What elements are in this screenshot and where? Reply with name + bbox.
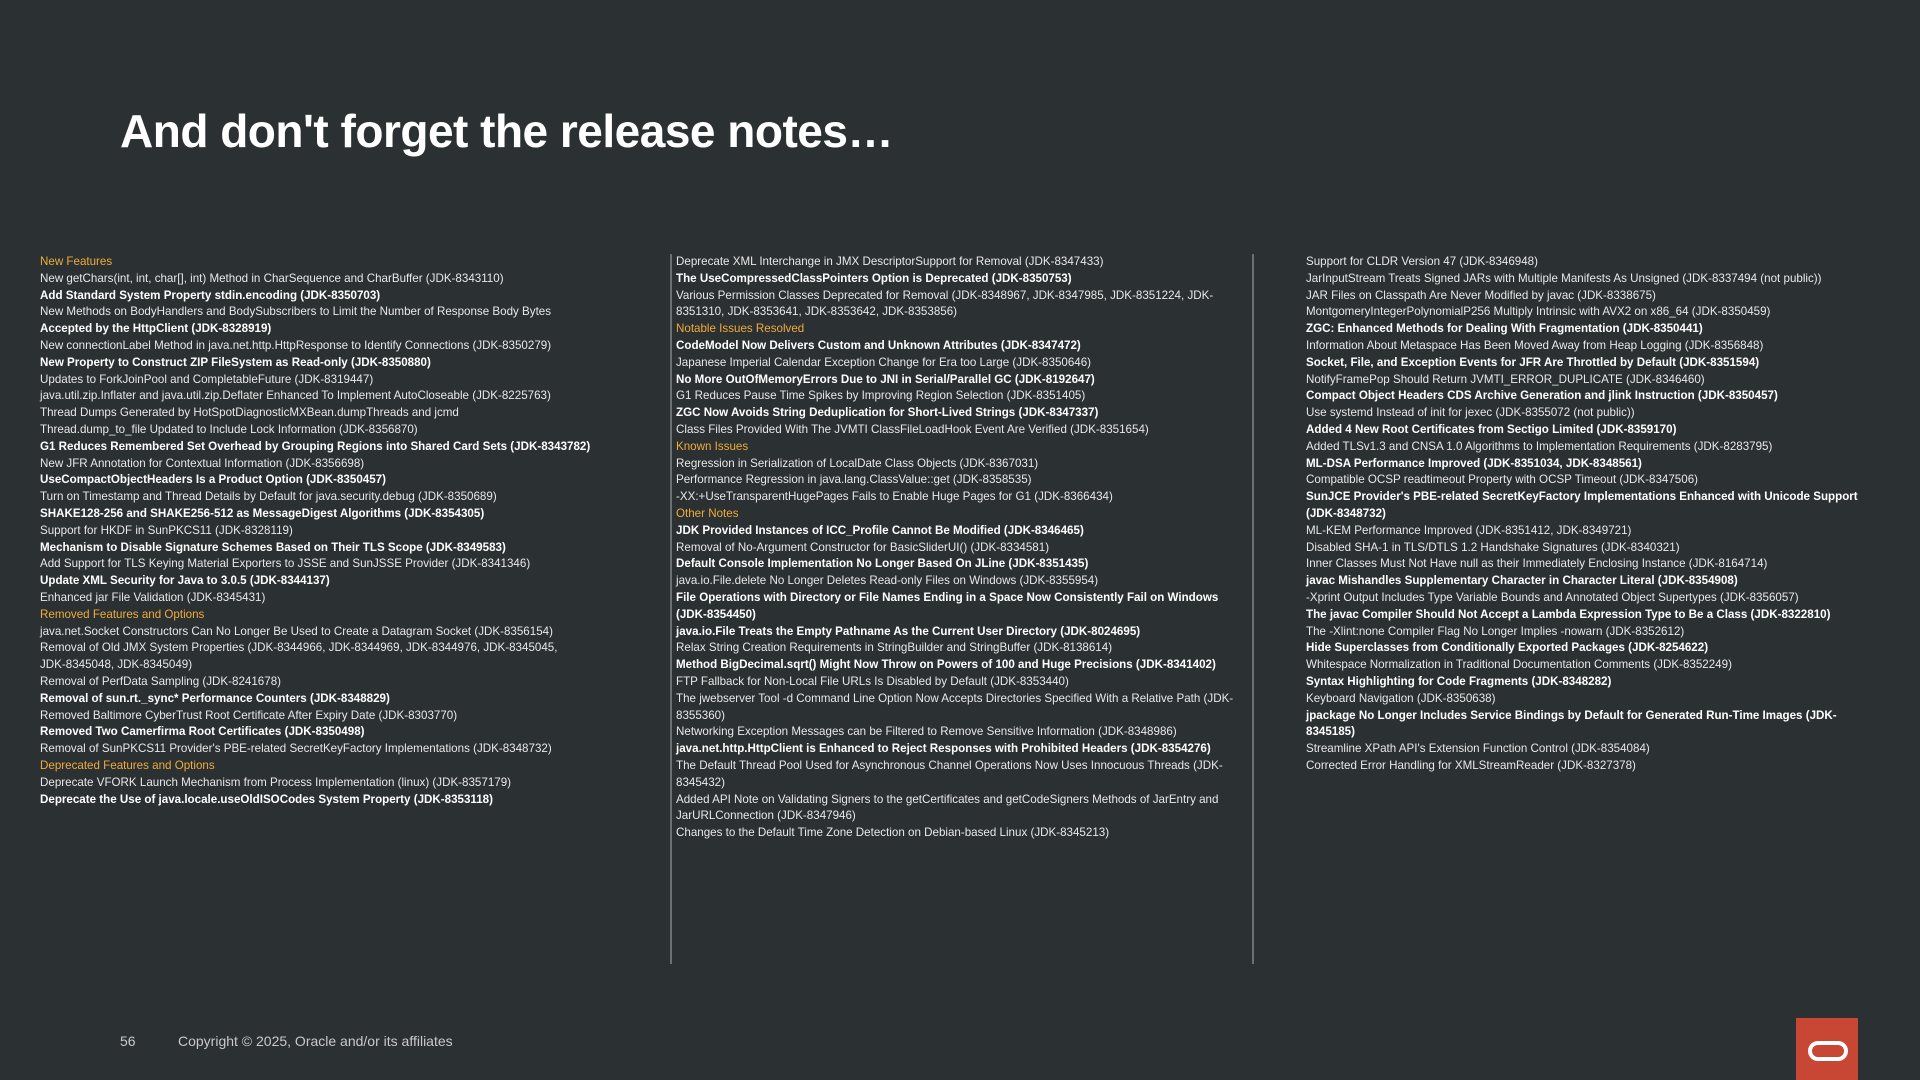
release-note-item: -XX:+UseTransparentHugePages Fails to Enable Huge Pages for G1 (JDK-8366434) bbox=[676, 490, 1113, 504]
release-note-item: Thread.dump_to_file Updated to Include Lock Information (JDK-8356870) bbox=[40, 422, 418, 436]
release-note-item: Removal of SunPKCS11 Provider's PBE-related SecretKeyFactory Implementations (JDK-8348732) bbox=[40, 742, 552, 756]
release-note-item: Deprecate XML Interchange in JMX DescriptorSupport for Removal (JDK-8347433) bbox=[676, 255, 1104, 268]
release-note-item: Thread Dumps Generated by HotSpotDiagnosticMXBean.dumpThreads and jcmd bbox=[40, 406, 459, 420]
release-note-item: NotifyFramePop Should Return JVMTI_ERROR_DUPLICATE (JDK-8346460) bbox=[1306, 372, 1705, 386]
release-note-item: New JFR Annotation for Contextual Information (JDK-8356698) bbox=[40, 456, 365, 470]
release-note-item: Removal of No-Argument Constructor for BasicSliderUI() (JDK-8334581) bbox=[676, 540, 1050, 554]
section-heading: New Features bbox=[40, 255, 113, 268]
release-note-item: Mechanism to Disable Signature Schemes Based on Their TLS Scope (JDK-8349583) bbox=[40, 540, 506, 554]
release-note-item: Enhanced jar File Validation (JDK-8345431) bbox=[40, 590, 266, 604]
release-note-item: Added TLSv1.3 and CNSA 1.0 Algorithms to Implementation Requirements (JDK-8283795) bbox=[1306, 439, 1773, 453]
release-note-item: Added API Note on Validating Signers to the getCertificates and getCodeSigners Methods of JarEntry and JarURLConnection (JDK-8347946) bbox=[676, 792, 1219, 823]
release-note-item: FTP Fallback for Non-Local File URLs Is Disabled by Default (JDK-8353440) bbox=[676, 674, 1069, 688]
release-note-item: CodeModel Now Delivers Custom and Unknown Attributes (JDK-8347472) bbox=[676, 338, 1081, 352]
release-note-item: Support for HKDF in SunPKCS11 (JDK-8328119) bbox=[40, 523, 293, 537]
release-note-item: Japanese Imperial Calendar Exception Change for Era too Large (JDK-8350646) bbox=[676, 355, 1092, 369]
release-note-item: New Methods on BodyHandlers and BodySubscribers to Limit the Number of Response Body Bytes bbox=[40, 305, 552, 319]
release-note-item: Whitespace Normalization in Traditional Documentation Comments (JDK-8352249) bbox=[1306, 658, 1732, 672]
release-note-item: Method BigDecimal.sqrt() Might Now Throw on Powers of 100 and Huge Precisions (JDK-8341402) bbox=[676, 658, 1216, 672]
release-note-item: New connectionLabel Method in java.net.http.HttpResponse to Identify Connections (JDK-8350279) bbox=[40, 338, 552, 352]
copyright-text: Copyright © 2025, Oracle and/or its affiliates bbox=[178, 1033, 453, 1049]
release-note-item: Inner Classes Must Not Have null as their Immediately Enclosing Instance (JDK-8164714) bbox=[1306, 557, 1768, 571]
release-note-item: Relax String Creation Requirements in StringBuilder and StringBuffer (JDK-8138614) bbox=[676, 641, 1113, 655]
section-heading: Deprecated Features and Options bbox=[40, 758, 215, 772]
release-note-item: Removal of PerfData Sampling (JDK-8241678) bbox=[40, 674, 282, 688]
release-note-item: SHAKE128-256 and SHAKE256-512 as MessageDigest Algorithms (JDK-8354305) bbox=[40, 506, 485, 520]
release-note-item: Regression in Serialization of LocalDate Class Objects (JDK-8367031) bbox=[676, 456, 1039, 470]
release-note-item: Update XML Security for Java to 3.0.5 (JDK-8344137) bbox=[40, 574, 330, 588]
release-note-item: Support for CLDR Version 47 (JDK-8346948) bbox=[1306, 255, 1538, 268]
release-notes-column-3 bbox=[1306, 254, 1884, 775]
release-note-item: The Default Thread Pool Used for Asynchronous Channel Operations Now Uses Innocuous Threads (JDK-8345432) bbox=[676, 758, 1223, 789]
release-note-item: Accepted by the HttpClient (JDK-8328919) bbox=[40, 322, 272, 336]
release-note-item: ZGC: Enhanced Methods for Dealing With Fragmentation (JDK-8350441) bbox=[1306, 322, 1703, 336]
release-note-item: Compact Object Headers CDS Archive Generation and jlink Instruction (JDK-8350457) bbox=[1306, 389, 1778, 403]
release-note-item: javac Mishandles Supplementary Character in Character Literal (JDK-8354908) bbox=[1306, 574, 1738, 588]
release-note-item: Disabled SHA-1 in TLS/DTLS 1.2 Handshake Signatures (JDK-8340321) bbox=[1306, 540, 1680, 554]
release-note-item: Keyboard Navigation (JDK-8350638) bbox=[1306, 691, 1496, 705]
release-note-item: -Xprint Output Includes Type Variable Bounds and Annotated Object Supertypes (JDK-8356057) bbox=[1306, 590, 1799, 604]
release-note-item: MontgomeryIntegerPolynomialP256 Multiply Intrinsic with AVX2 on x86_64 (JDK-8350459) bbox=[1306, 305, 1771, 319]
release-note-item: Streamline XPath API's Extension Function Control (JDK-8354084) bbox=[1306, 742, 1650, 756]
release-note-item: New Property to Construct ZIP FileSystem as Read-only (JDK-8350880) bbox=[40, 355, 431, 369]
release-note-item: JarInputStream Treats Signed JARs with Multiple Manifests As Unsigned (JDK-8337494 (not public)) bbox=[1306, 271, 1822, 285]
release-note-item: Removed Two Camerfirma Root Certificates (JDK-8350498) bbox=[40, 725, 365, 739]
column-divider bbox=[670, 254, 672, 964]
release-note-item: Corrected Error Handling for XMLStreamReader (JDK-8327378) bbox=[1306, 758, 1636, 772]
release-note-item: The -Xlint:none Compiler Flag No Longer Implies -nowarn (JDK-8352612) bbox=[1306, 624, 1685, 638]
release-note-item: java.io.File.delete No Longer Deletes Read-only Files on Windows (JDK-8355954) bbox=[676, 574, 1099, 588]
release-note-item: UseCompactObjectHeaders Is a Product Option (JDK-8350457) bbox=[40, 473, 386, 487]
release-note-item: JAR Files on Classpath Are Never Modified by javac (JDK-8338675) bbox=[1306, 288, 1656, 302]
release-note-item: SunJCE Provider's PBE-related SecretKeyFactory Implementations Enhanced with Unicode Support (JDK-8348732) bbox=[1306, 490, 1858, 520]
release-note-item: Compatible OCSP readtimeout Property with OCSP Timeout (JDK-8347506) bbox=[1306, 473, 1699, 487]
release-note-item: Networking Exception Messages can be Filtered to Remove Sensitive Information (JDK-8348986) bbox=[676, 725, 1177, 739]
section-heading: Other Notes bbox=[676, 506, 739, 520]
release-note-item: Syntax Highlighting for Code Fragments (JDK-8348282) bbox=[1306, 674, 1612, 688]
release-note-item: java.io.File Treats the Empty Pathname As the Current User Directory (JDK-8024695) bbox=[676, 624, 1141, 638]
release-note-item: java.util.zip.Inflater and java.util.zip.Deflater Enhanced To Implement AutoCloseable (JDK-8225763) bbox=[40, 389, 551, 403]
release-note-item: Class Files Provided With The JVMTI ClassFileLoadHook Event Are Verified (JDK-8351654) bbox=[676, 422, 1149, 436]
release-note-item: New getChars(int, int, char[], int) Method in CharSequence and CharBuffer (JDK-8343110) bbox=[40, 271, 504, 285]
release-note-item: Added 4 New Root Certificates from Sectigo Limited (JDK-8359170) bbox=[1306, 422, 1677, 436]
release-note-item: Removal of Old JMX System Properties (JDK-8344966, JDK-8344969, JDK-8344976, JDK-8345045, bbox=[40, 641, 558, 655]
release-note-item: Changes to the Default Time Zone Detection on Debian-based Linux (JDK-8345213) bbox=[676, 826, 1110, 840]
release-note-item: ML-KEM Performance Improved (JDK-8351412, JDK-8349721) bbox=[1306, 523, 1632, 537]
release-note-item: Default Console Implementation No Longer Based On JLine (JDK-8351435) bbox=[676, 557, 1089, 571]
release-note-item: The UseCompressedClassPointers Option is Deprecated (JDK-8350753) bbox=[676, 271, 1072, 285]
release-note-item: Use systemd Instead of init for jexec (JDK-8355072 (not public)) bbox=[1306, 406, 1635, 420]
release-note-item: File Operations with Directory or File Names Ending in a Space Now Consistently Fail on Windows (JDK-8354450) bbox=[676, 590, 1219, 621]
section-heading: Removed Features and Options bbox=[40, 607, 205, 621]
release-note-item: G1 Reduces Pause Time Spikes by Improving Region Selection (JDK-8351405) bbox=[676, 389, 1086, 403]
release-note-item: Removal of sun.rt._sync* Performance Counters (JDK-8348829) bbox=[40, 691, 390, 705]
release-notes-column-2 bbox=[676, 254, 1252, 842]
oracle-logo-icon bbox=[1796, 1018, 1858, 1080]
release-note-item: G1 Reduces Remembered Set Overhead by Grouping Regions into Shared Card Sets (JDK-8343782) bbox=[40, 439, 591, 453]
release-note-item: The jwebserver Tool -d Command Line Option Now Accepts Directories Specified With a Relative Path (JDK-8355360) bbox=[676, 691, 1234, 722]
release-note-item: ZGC Now Avoids String Deduplication for Short-Lived Strings (JDK-8347337) bbox=[676, 406, 1099, 420]
release-note-item: Socket, File, and Exception Events for JFR Are Throttled by Default (JDK-8351594) bbox=[1306, 355, 1760, 369]
release-note-item: JDK Provided Instances of ICC_Profile Cannot Be Modified (JDK-8346465) bbox=[676, 523, 1084, 537]
release-note-item: Various Permission Classes Deprecated for Removal (JDK-8348967, JDK-8347985, JDK-8351224, JDK-8351310, JDK-8353641, JDK-8353642, JDK-8353856) bbox=[676, 288, 1214, 319]
release-note-item: The javac Compiler Should Not Accept a Lambda Expression Type to Be a Class (JDK-8322810) bbox=[1306, 607, 1831, 621]
release-note-item: Performance Regression in java.lang.ClassValue::get (JDK-8358535) bbox=[676, 473, 1032, 487]
page-title: And don't forget the release notes… bbox=[120, 105, 893, 157]
section-heading: Notable Issues Resolved bbox=[676, 322, 805, 336]
release-note-item: Information About Metaspace Has Been Moved Away from Heap Logging (JDK-8356848) bbox=[1306, 338, 1764, 352]
release-note-item: No More OutOfMemoryErrors Due to JNI in Serial/Parallel GC (JDK-8192647) bbox=[676, 372, 1095, 386]
release-notes-column-1 bbox=[40, 254, 650, 808]
release-note-item: java.net.Socket Constructors Can No Longer Be Used to Create a Datagram Socket (JDK-8356154) bbox=[40, 624, 553, 638]
release-note-item: jpackage No Longer Includes Service Bindings by Default for Generated Run-Time Images (JDK-8345185) bbox=[1306, 708, 1837, 739]
page-number: 56 bbox=[120, 1033, 136, 1049]
release-note-item: Turn on Timestamp and Thread Details by Default for java.security.debug (JDK-8350689) bbox=[40, 490, 497, 504]
section-heading: Known Issues bbox=[676, 439, 749, 453]
release-note-item: ML-DSA Performance Improved (JDK-8351034, JDK-8348561) bbox=[1306, 456, 1642, 470]
release-note-item: Deprecate the Use of java.locale.useOldISOCodes System Property (JDK-8353118) bbox=[40, 792, 493, 806]
release-note-item: Removed Baltimore CyberTrust Root Certificate After Expiry Date (JDK-8303770) bbox=[40, 708, 458, 722]
release-note-item: Updates to ForkJoinPool and CompletableFuture (JDK-8319447) bbox=[40, 372, 374, 386]
release-note-item: java.net.http.HttpClient is Enhanced to Reject Responses with Prohibited Headers (JDK-8354276) bbox=[676, 742, 1211, 756]
release-note-item: Add Standard System Property stdin.encoding (JDK-8350703) bbox=[40, 288, 381, 302]
release-note-item: Deprecate VFORK Launch Mechanism from Process Implementation (linux) (JDK-8357179) bbox=[40, 775, 512, 789]
release-note-item: Add Support for TLS Keying Material Exporters to JSSE and SunJSSE Provider (JDK-8341346) bbox=[40, 557, 531, 571]
release-note-item: JDK-8345048, JDK-8345049) bbox=[40, 658, 193, 672]
release-note-item: Hide Superclasses from Conditionally Exported Packages (JDK-8254622) bbox=[1306, 641, 1709, 655]
column-divider bbox=[1252, 254, 1254, 964]
